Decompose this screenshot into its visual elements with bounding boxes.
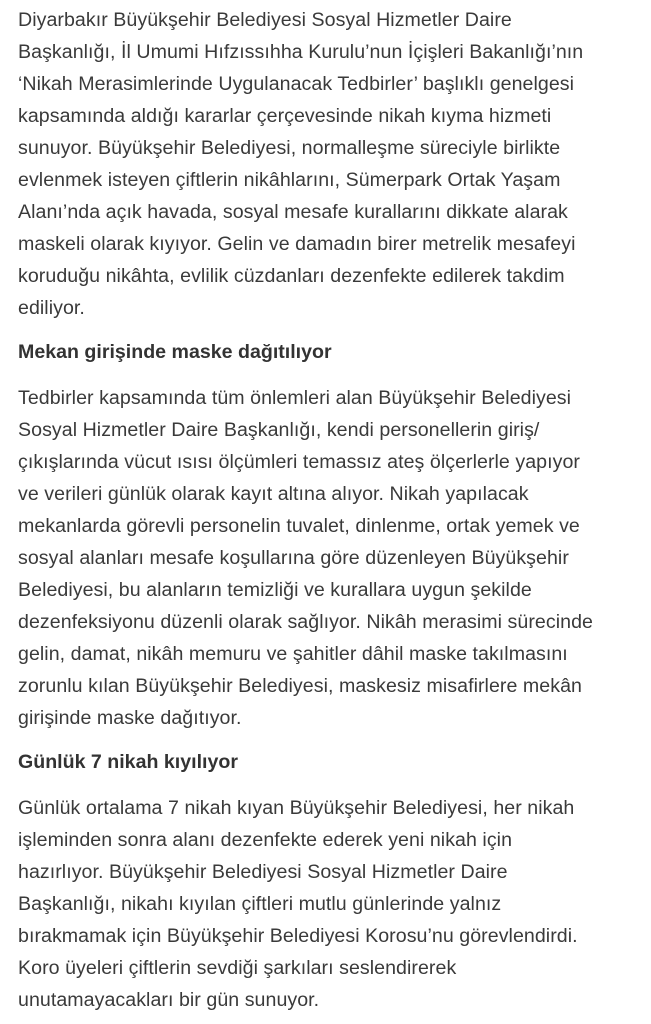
text-line: gelin, damat, nikâh memuru ve şahitler dâhil maske takılmasını: [18, 643, 568, 665]
text-line: maskeli olarak kıyıyor. Gelin ve damadın birer metrelik mesafeyi: [18, 233, 576, 255]
text-line: evlenmek isteyen çiftlerin nikâhlarını, Sümerpark Ortak Yaşam: [18, 169, 561, 191]
paragraph-measures: [18, 382, 648, 734]
text-line: zorunlu kılan Büyükşehir Belediyesi, maskesiz misafirlere mekân: [18, 675, 582, 697]
text-line: Günlük ortalama 7 nikah kıyan Büyükşehir Belediyesi, her nikah: [18, 797, 575, 819]
text-line: Alanı’nda açık havada, sosyal mesafe kurallarını dikkate alarak: [18, 201, 568, 223]
text-line: bırakmamak için Büyükşehir Belediyesi Korosu’nu görevlendirdi.: [18, 925, 578, 947]
text-line: Başkanlığı, İl Umumi Hıfzıssıhha Kurulu’nun İçişleri Bakanlığı’nın: [18, 41, 584, 63]
paragraph-intro: [18, 4, 648, 324]
article-body: [18, 4, 648, 1016]
text-line: kapsamında aldığı kararlar çerçevesinde nikah kıyma hizmeti: [18, 105, 552, 127]
text-line: Başkanlığı, nikahı kıyılan çiftleri mutlu günlerinde yalnız: [18, 893, 502, 915]
text-line: mekanlarda görevli personelin tuvalet, dinlenme, ortak yemek ve: [18, 515, 580, 537]
text-line: Koro üyeleri çiftlerin sevdiği şarkıları seslendirerek: [18, 957, 457, 979]
text-line: çıkışlarında vücut ısısı ölçümleri temassız ateş ölçerlerle yapıyor: [18, 451, 580, 473]
text-line: koruduğu nikâhta, evlilik cüzdanları dezenfekte edilerek takdim: [18, 265, 565, 287]
text-line: ‘Nikah Merasimlerinde Uygulanacak Tedbirler’ başlıklı genelgesi: [18, 73, 575, 95]
text-line: Belediyesi, bu alanların temizliği ve kurallara uygun şekilde: [18, 579, 532, 601]
text-line: sunuyor. Büyükşehir Belediyesi, normalleşme süreciyle birlikte: [18, 137, 561, 159]
text-line: girişinde maske dağıtıyor.: [18, 707, 242, 729]
section-heading-daily-weddings: Günlük 7 nikah kıyılıyor: [18, 751, 238, 773]
section-heading-mask-distribution: Mekan girişinde maske dağıtılıyor: [18, 341, 332, 363]
text-line: hazırlıyor. Büyükşehir Belediyesi Sosyal Hizmetler Daire: [18, 861, 508, 883]
text-line: ve verileri günlük olarak kayıt altına alıyor. Nikah yapılacak: [18, 483, 529, 505]
text-line: Sosyal Hizmetler Daire Başkanlığı, kendi personellerin giriş/: [18, 419, 540, 441]
text-line: Tedbirler kapsamında tüm önlemleri alan Büyükşehir Belediyesi: [18, 387, 572, 409]
text-line: ediliyor.: [18, 297, 85, 319]
paragraph-daily: [18, 792, 648, 1016]
text-line: sosyal alanları mesafe koşullarına göre düzenleyen Büyükşehir: [18, 547, 569, 569]
text-line: unutamayacakları bir gün sunuyor.: [18, 989, 320, 1011]
text-line: işleminden sonra alanı dezenfekte ederek yeni nikah için: [18, 829, 513, 851]
text-line: Diyarbakır Büyükşehir Belediyesi Sosyal Hizmetler Daire: [18, 9, 512, 31]
text-line: dezenfeksiyonu düzenli olarak sağlıyor. Nikâh merasimi sürecinde: [18, 611, 593, 633]
